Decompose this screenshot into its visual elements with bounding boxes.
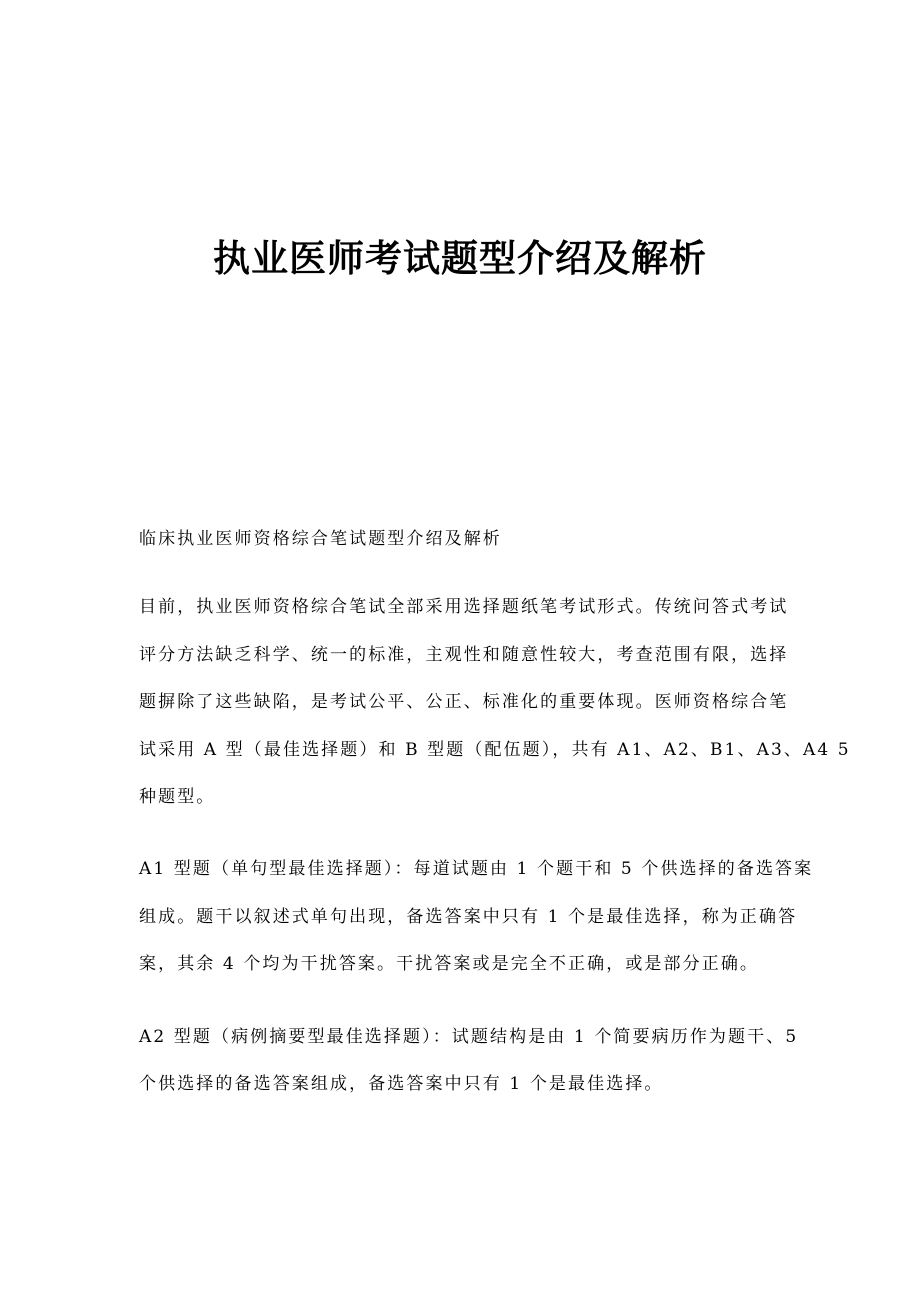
text-line: 目前，执业医师资格综合笔试全部采用选择题纸笔考试形式。传统问答式考试 (139, 597, 789, 617)
text-line: 组成。题干以叙述式单句出现，备选答案中只有 1 个是最佳选择，称为正确答 (139, 907, 798, 927)
document-title: 执业医师考试题型介绍及解析 (213, 236, 707, 280)
text-line: A2 型题（病例摘要型最佳选择题）：试题结构是由 1 个简要病历作为题干、5 (139, 1027, 799, 1047)
document-subtitle: 临床执业医师资格综合笔试题型介绍及解析 (139, 529, 502, 549)
text-line: 种题型。 (139, 787, 216, 807)
text-line: 试采用 A 型（最佳选择题）和 B 型题（配伍题），共有 A1、A2、B1、A3、A4 5 (139, 740, 851, 760)
text-line: 个供选择的备选答案组成，备选答案中只有 1 个是最佳选择。 (139, 1074, 664, 1094)
text-line: 评分方法缺乏科学、统一的标准，主观性和随意性较大，考查范围有限，选择 (139, 645, 789, 665)
text-line: 题摒除了这些缺陷，是考试公平、公正、标准化的重要体现。医师资格综合笔 (139, 692, 789, 712)
text-line: A1 型题（单句型最佳选择题）：每道试题由 1 个题干和 5 个供选择的备选答案 (139, 859, 814, 879)
text-line: 案，其余 4 个均为干扰答案。干扰答案或是完全不正确，或是部分正确。 (139, 954, 760, 974)
